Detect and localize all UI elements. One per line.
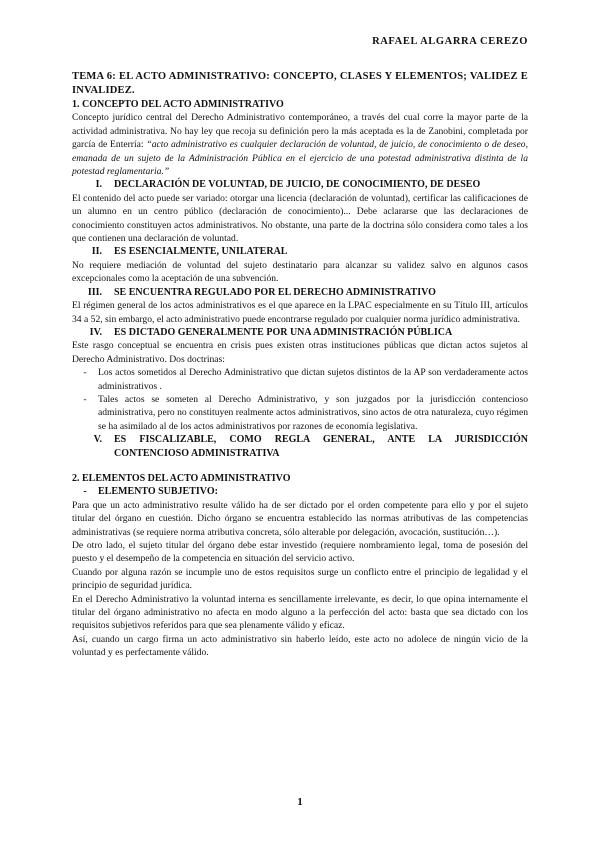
item-2-numeral: II.	[91, 246, 102, 258]
document-body	[72, 98, 528, 660]
bullet-dash: -	[83, 486, 87, 498]
subjective-element-heading	[72, 485, 528, 498]
section-1-heading: 1. CONCEPTO DEL ACTO ADMINISTRATIVO	[72, 99, 284, 110]
subjective-element-title: ELEMENTO SUBJETIVO:	[98, 486, 218, 498]
item-3-text: El régimen general de los actos administrativos es el que aparece en la LPAC especialmente en su Título III, artículos 34 a 52, sin embargo, el acto administrativo puede encontrarse regulado por cualquier norma jurídico administrativa.	[72, 300, 528, 325]
section-1-intro	[72, 111, 528, 178]
document-title: TEMA 6: EL ACTO ADMINISTRATIVO: CONCEPTO, CLASES Y ELEMENTOS; VALIDEZ E INVALIDEZ.	[72, 71, 528, 96]
intro-text: Concepto jurídico central del Derecho Administrativo contemporáneo, a través del cual corre la mayor parte de la actividad administrativa. No hay ley que recoja su definición pero la más aceptada es la de Zanobini, completada por garcía de Enterría:	[72, 112, 528, 151]
item-3-numeral: III.	[87, 286, 102, 298]
section-spacer	[72, 460, 528, 472]
item-2-heading	[72, 245, 528, 258]
bullet-dash: -	[83, 393, 87, 405]
item-4-text: Este rasgo conceptual se encuentra en crisis pues existen otras instituciones públicas que dictan actos sujetos al Derecho Administrativo. Dos doctrinas:	[72, 340, 528, 365]
intro-definition-quote: “acto administrativo es cualquier declaración de voluntad, de juicio, de conocimiento o de deseo, emanada de un sujeto de la Administración Pública en el ejercicio de una potestad administrativa distinta de la potestad reglamentaria.”	[72, 139, 528, 178]
item-3-heading	[72, 286, 528, 299]
item-1-title: DECLARACIÓN DE VOLUNTAD, DE JUICIO, DE CONOCIMIENTO, DE DESEO	[114, 179, 481, 191]
section-2-paragraph-1: Para que un acto administrativo resulte válido ha de ser dictado por el orden competente para ello y por el sujeto titular del órgano en cuestión. Dicho órgano se encuentra establecido las normas atributivas de las competencias administrativas (se requiere norma atributiva concreta, sólo alterable por delegación, avocación, sustitución…).	[72, 499, 528, 538]
doctrine-bullet-1	[72, 366, 528, 393]
item-2-text: No requiere mediación de voluntad del sujeto destinatario para alcanzar su validez salvo en algunos casos excepcionales como la aceptación de una subvención.	[72, 259, 528, 285]
item-1-numeral: I.	[95, 179, 102, 191]
section-2-paragraph-3: Cuando por alguna razón se incumple uno de estos requisitos surge un conflicto entre el principio de legalidad y el principio de seguridad jurídica.	[72, 566, 528, 592]
item-2-title: ES ESENCIALMENTE, UNILATERAL	[114, 246, 288, 258]
item-3-title: SE ENCUENTRA REGULADO POR EL DERECHO ADMINISTRATIVO	[114, 286, 436, 298]
item-4-heading	[72, 326, 528, 339]
doctrine-bullet-2-text: Tales actos se someten al Derecho Administrativo, y son juzgados por la jurisdicción contencioso administrativa, pero no constituyen realmente actos administrativos, sino actos de otra naturaleza, cuyo régimen se ha asimilado al de los actos administrativos por razones de economía legislativa.	[98, 393, 528, 432]
item-4-title: ES DICTADO GENERALMENTE POR UNA ADMINISTRACIÓN PÚBLICA	[114, 326, 453, 338]
bullet-dash: -	[83, 367, 87, 379]
item-5-numeral: V.	[93, 434, 102, 446]
section-2-paragraph-2: De otro lado, el sujeto titular del órgano debe estar investido (requiere nombramiento legal, toma de posesión del puesto y el desempeño de la competencia en situación del servicio activo.	[72, 540, 528, 565]
item-1-heading	[72, 178, 528, 191]
item-4-numeral: IV.	[89, 326, 102, 338]
item-5-heading	[72, 433, 528, 460]
section-2-heading: 2. ELEMENTOS DEL ACTO ADMINISTRATIVO	[72, 472, 291, 484]
section-2-paragraph-4: En el Derecho Administrativo la voluntad interna es sencillamente irrelevante, es decir, lo que opina internamente el titular del órgano administrativo no afecta en modo alguno a la perfección del acto: basta que sea dictado con los requisitos subjetivos referidos para que sea plenamente válido y eficaz.	[72, 593, 528, 632]
item-5-title: ES FISCALIZABLE, COMO REGLA GENERAL, ANTE LA JURISDICCIÓN CONTENCIOSO ADMINISTRATIVA	[114, 434, 528, 459]
doctrine-bullet-1-text: Los actos sometidos al Derecho Administrativo que dictan sujetos distintos de la AP son verdaderamente actos administrativos .	[98, 367, 528, 392]
item-1-text: El contenido del acto puede ser variado: otorgar una licencia (declaración de voluntad), certificar las calificaciones de un alumno en un centro público (declaración de conocimiento)... Debe aclararse que las declaraciones de conocimiento constituyen actos administrativos. No obstante, una parte de la doctrina sólo considera como tales a los que contienen una declaración de voluntad.	[72, 192, 528, 245]
document-author: RAFAEL ALGARRA CEREZO	[372, 36, 528, 47]
section-2-paragraph-5: Así, cuando un cargo firma un acto administrativo sin haberlo leído, este acto no adolece de ningún vicio de la voluntad y es perfectamente válido.	[72, 633, 528, 659]
page-number: 1	[297, 796, 303, 808]
doctrine-bullet-2	[72, 393, 528, 433]
